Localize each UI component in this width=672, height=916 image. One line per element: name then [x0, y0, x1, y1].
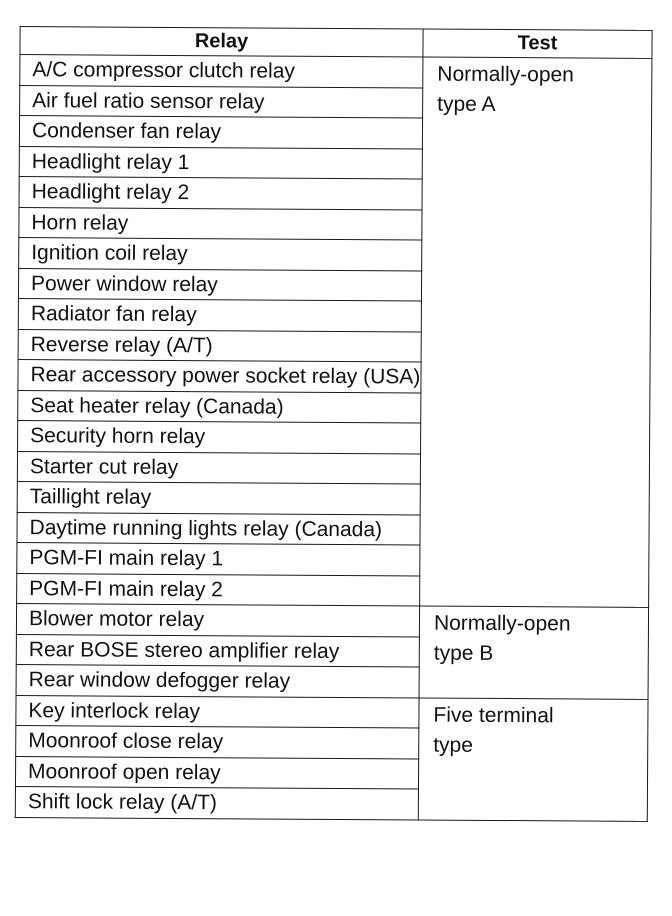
relay-name-cell: Security horn relay: [18, 421, 421, 454]
relay-name-cell: Moonroof open relay: [15, 756, 418, 789]
test-type-line-2: type A: [437, 92, 496, 116]
test-type-line-1: Five terminal: [433, 703, 554, 727]
relay-name-cell: Starter cut relay: [17, 451, 420, 484]
header-row: [20, 27, 652, 59]
table-row: [16, 695, 648, 729]
relay-name-cell: PGM-FI main relay 1: [17, 543, 420, 576]
relay-name-cell: Rear accessory power socket relay (USA): [18, 360, 421, 393]
relay-name-cell: Blower motor relay: [16, 604, 419, 637]
test-type-line-2: type B: [433, 641, 494, 665]
test-type-line-1: Normally-open: [437, 62, 574, 87]
relay-name-cell: Shift lock relay (A/T): [15, 787, 418, 820]
relay-name-cell: Power window relay: [18, 268, 421, 301]
relay-name-cell: Rear window defogger relay: [16, 665, 419, 698]
relay-column-header: Relay: [20, 27, 423, 57]
relay-name-cell: Condenser fan relay: [19, 116, 422, 149]
test-type-cell: [419, 606, 649, 699]
test-type-cell: [418, 698, 648, 821]
relay-name-cell: Headlight relay 2: [19, 177, 422, 210]
relay-name-cell: Headlight relay 1: [19, 146, 422, 179]
relay-name-cell: PGM-FI main relay 2: [17, 573, 420, 606]
table-row: [20, 55, 652, 89]
relay-name-cell: Air fuel ratio sensor relay: [20, 85, 423, 118]
relay-name-cell: Radiator fan relay: [18, 299, 421, 332]
test-type-line-2: type: [433, 733, 474, 757]
relay-name-cell: Rear BOSE stereo amplifier relay: [16, 634, 419, 667]
relay-name-cell: Seat heater relay (Canada): [18, 390, 421, 423]
relay-name-cell: Taillight relay: [17, 482, 420, 515]
test-column-header: Test: [423, 29, 652, 58]
relay-name-cell: Ignition coil relay: [19, 238, 422, 271]
table-row: [16, 604, 648, 638]
relay-name-cell: Daytime running lights relay (Canada): [17, 512, 420, 545]
relay-name-cell: Moonroof close relay: [16, 726, 419, 759]
table-body: [15, 55, 652, 821]
relay-name-cell: Key interlock relay: [16, 695, 419, 728]
relay-name-cell: A/C compressor clutch relay: [20, 55, 423, 88]
relay-name-cell: Reverse relay (A/T): [18, 329, 421, 362]
relay-name-cell: Horn relay: [19, 207, 422, 240]
relay-test-table: [15, 26, 653, 821]
test-type-line-1: Normally-open: [433, 611, 571, 636]
test-type-cell: [420, 57, 652, 607]
